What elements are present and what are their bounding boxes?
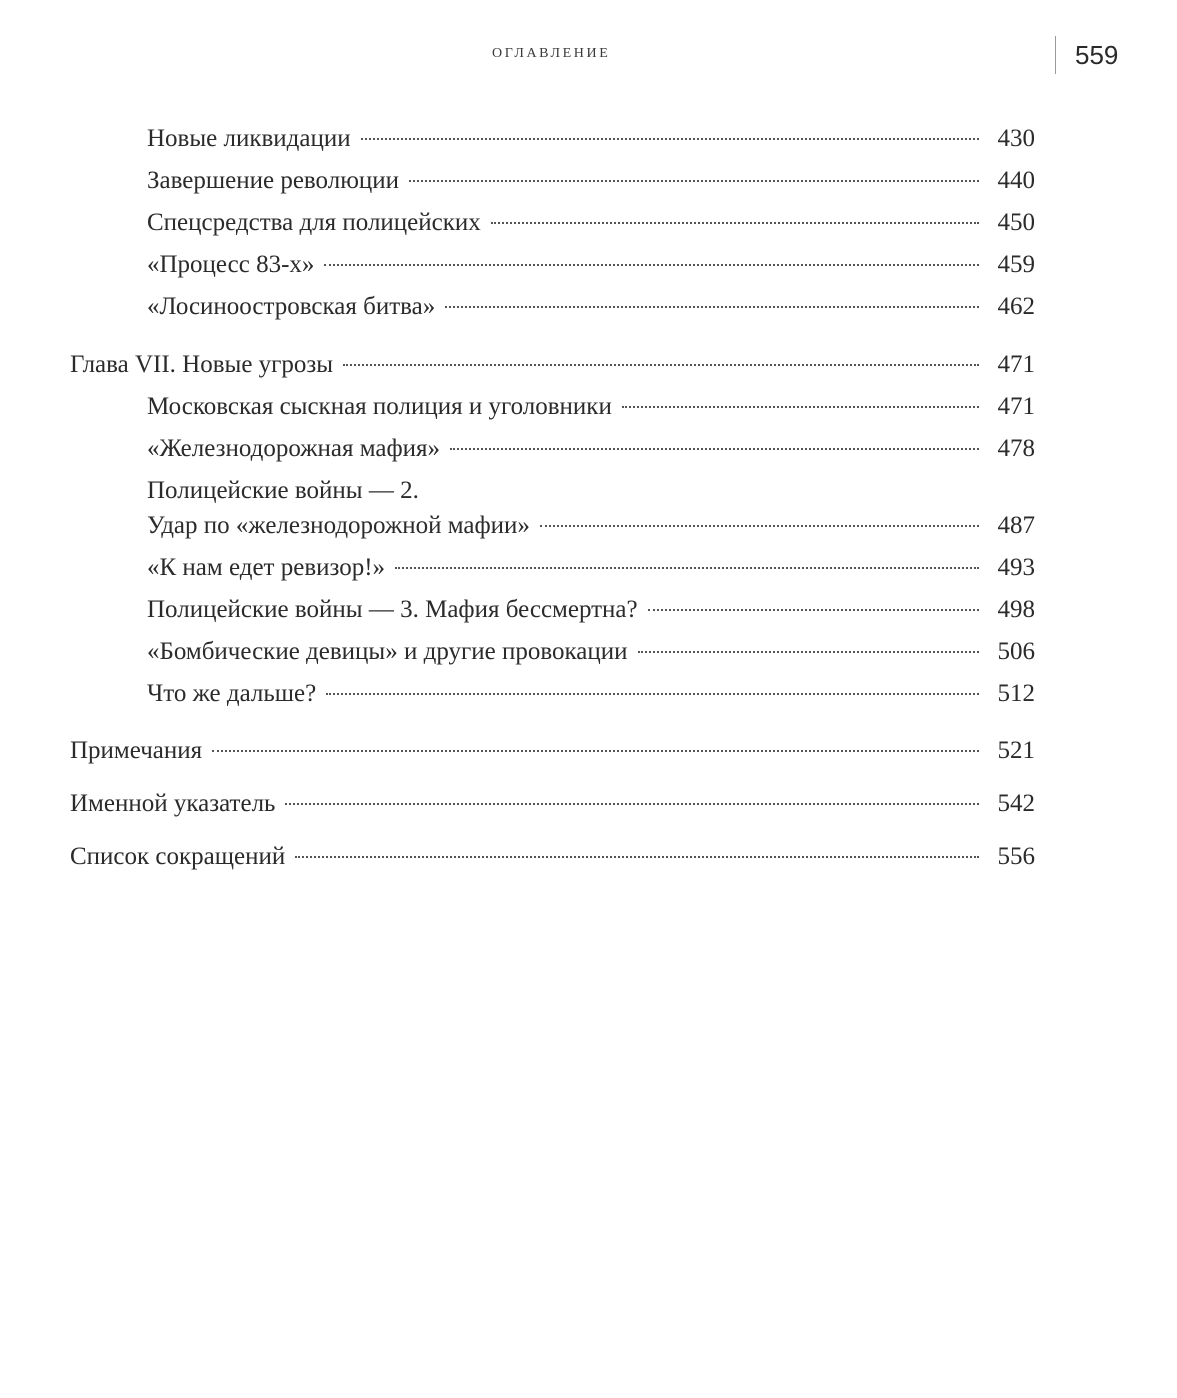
dot-leader: [445, 306, 979, 308]
dot-leader: [648, 609, 979, 611]
page-number: 559: [1075, 40, 1119, 70]
dot-leader: [491, 222, 979, 224]
toc-entry-page: 471: [997, 393, 1035, 420]
toc-entry-page: 556: [997, 843, 1035, 870]
dot-leader: [450, 448, 979, 450]
toc-entry[interactable]: [147, 634, 1035, 670]
toc-entry-page: 521: [997, 737, 1035, 764]
toc-entry-title: Полицейские войны — 3. Мафия бессмертна?: [147, 596, 638, 623]
dot-leader: [212, 750, 979, 752]
toc-entry-page: 542: [997, 790, 1035, 817]
toc-entry-page: 478: [997, 435, 1035, 462]
toc-entry-page: 506: [997, 638, 1035, 665]
running-head: ОГЛАВЛЕНИЕ: [492, 46, 611, 61]
toc-entry-page: 462: [997, 293, 1035, 320]
toc-entry-page: 487: [997, 512, 1035, 539]
toc-entry[interactable]: [147, 508, 1035, 544]
toc-entry-title: «Процесс 83-х»: [147, 251, 315, 278]
toc-entry[interactable]: [147, 247, 1035, 283]
toc-entry-title: «Лосиноостровская битва»: [147, 293, 436, 320]
toc-entry-title: Завершение революции: [147, 167, 400, 194]
dot-leader: [324, 264, 979, 266]
toc-entry-page: 450: [997, 209, 1035, 236]
toc-entry-title: «Железнодорожная мафия»: [147, 435, 441, 462]
toc-entry[interactable]: [147, 431, 1035, 467]
toc-entry-title: Что же дальше?: [147, 680, 317, 707]
toc-chapter-entry[interactable]: [70, 733, 1035, 769]
dot-leader: [295, 856, 979, 858]
toc-chapter-entry[interactable]: [70, 786, 1035, 822]
dot-leader: [622, 406, 979, 408]
dot-leader: [409, 180, 979, 182]
dot-leader: [540, 525, 979, 527]
dot-leader: [395, 567, 979, 569]
toc-entry-title: Удар по «железнодорожной мафии»: [147, 512, 530, 539]
toc-entry-title: «Бомбические девицы» и другие провокации: [147, 638, 628, 665]
toc-entry-title: Список сокращений: [70, 843, 286, 870]
toc-entry[interactable]: [147, 163, 1035, 199]
toc-entry-title: Именной указатель: [70, 790, 276, 817]
toc-entry[interactable]: [147, 289, 1035, 325]
dot-leader: [285, 803, 979, 805]
toc-chapter-entry[interactable]: [70, 347, 1035, 383]
toc-entry-page: 498: [997, 596, 1035, 623]
toc-entry-title: Новые ликвидации: [147, 125, 351, 152]
toc-entry[interactable]: [147, 592, 1035, 628]
toc-entry[interactable]: [147, 550, 1035, 586]
header-divider: [1055, 36, 1056, 74]
dot-leader: [343, 364, 979, 366]
toc-entry-title: Московская сыскная полиция и уголовники: [147, 393, 612, 420]
dot-leader: [326, 693, 979, 695]
toc-chapter-entry[interactable]: [70, 839, 1035, 875]
toc-entry-page: 459: [997, 251, 1035, 278]
toc-entry[interactable]: [147, 676, 1035, 712]
toc-entry-title: «К нам едет ревизор!»: [147, 554, 386, 581]
toc-entry-page: 430: [997, 125, 1035, 152]
toc-entry-page: 440: [997, 167, 1035, 194]
toc-entry-page: 471: [997, 351, 1035, 378]
toc-entry-page: 512: [997, 680, 1035, 707]
dot-leader: [361, 138, 979, 140]
toc-entry[interactable]: [147, 205, 1035, 241]
toc-entry-title-line1[interactable]: Полицейские войны — 2.: [147, 477, 419, 504]
toc-entry[interactable]: [147, 389, 1035, 425]
dot-leader: [638, 651, 980, 653]
toc-entry-title: Глава VII. Новые угрозы: [70, 351, 334, 378]
toc-entry-title: Примечания: [70, 737, 203, 764]
toc-entry-page: 493: [997, 554, 1035, 581]
toc-entry-title: Спецсредства для полицейских: [147, 209, 481, 236]
toc-entry[interactable]: [147, 121, 1035, 157]
